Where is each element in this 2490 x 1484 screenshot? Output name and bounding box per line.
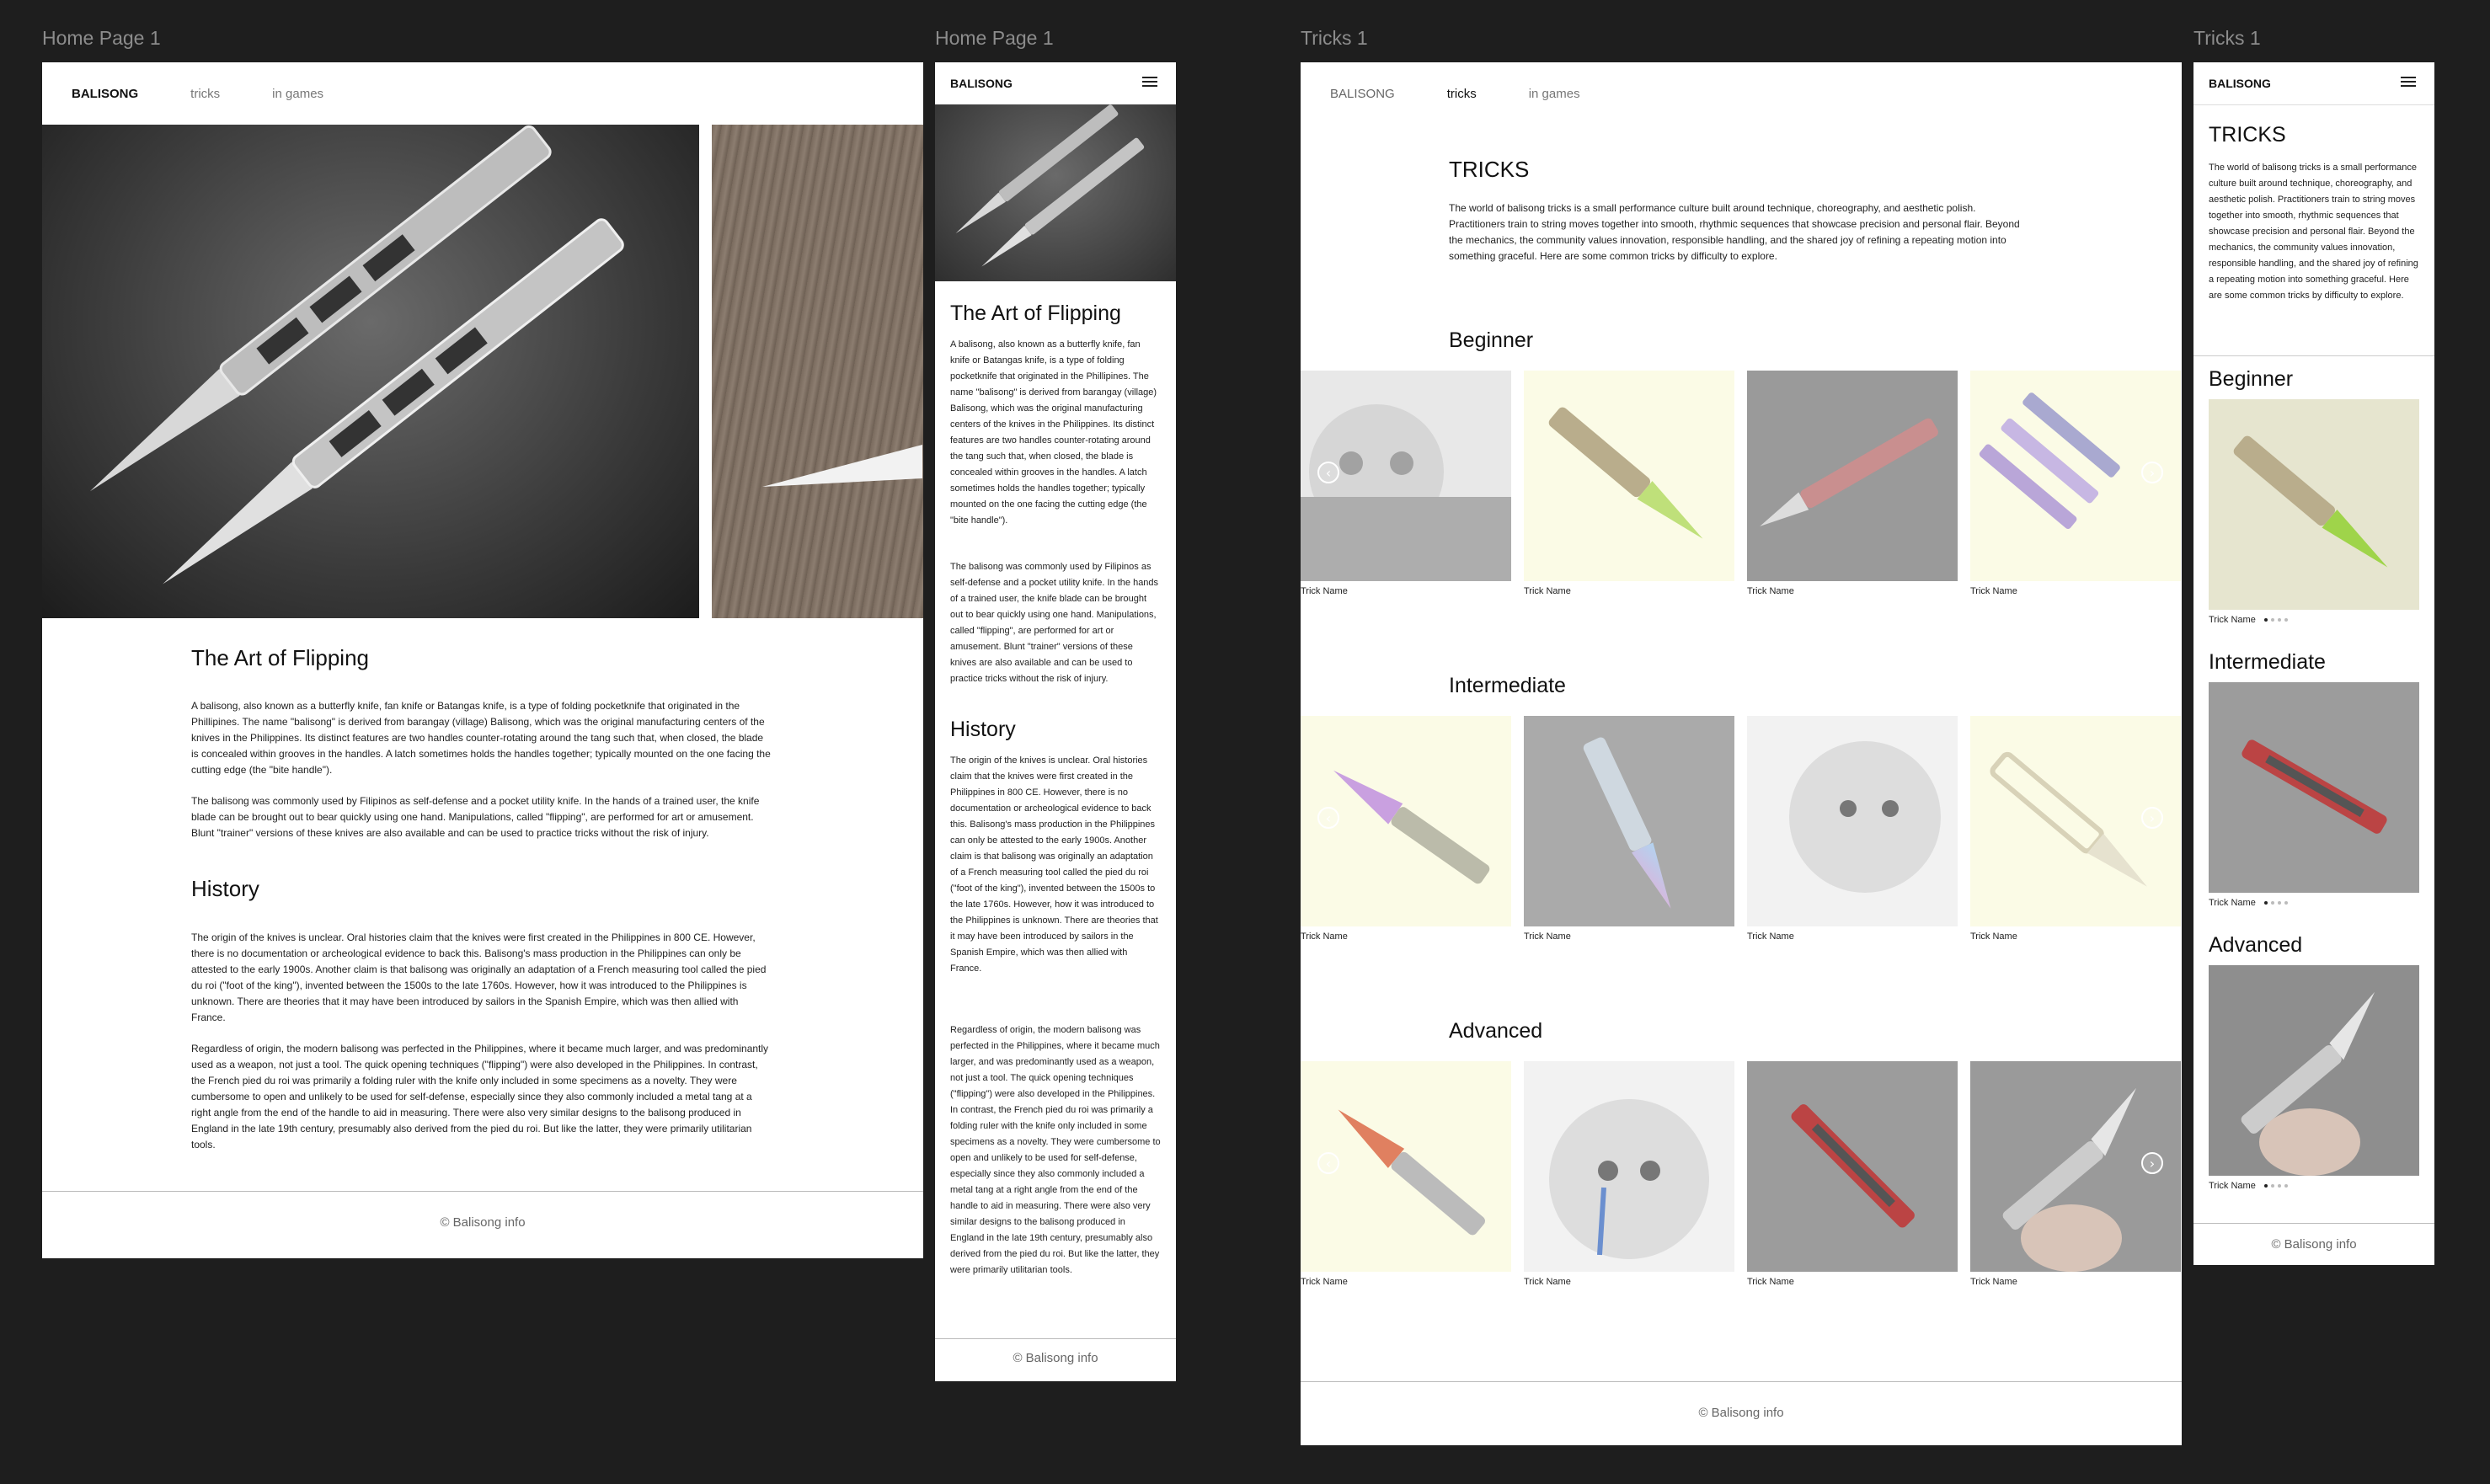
mobile-top-nav [2193,62,2434,105]
trick-image [1747,1061,1958,1272]
trick-name: Trick Name [1747,932,1794,942]
nav-brand[interactable]: BALISONG [2209,77,2271,90]
trick-card[interactable] [2209,399,2419,625]
carousel-pagination-dots[interactable] [2264,1181,2291,1191]
trick-card[interactable] [1970,1061,2181,1287]
home-desktop-frame [42,62,923,1258]
trick-card[interactable] [2209,965,2419,1191]
trick-card[interactable] [2209,682,2419,908]
trick-name: Trick Name [1747,586,1794,596]
footer [2193,1223,2434,1252]
mobile-hero-image [935,104,1176,281]
frame-label-tricks-desktop: Tricks 1 [1301,27,1368,49]
tricks-intro: The world of balisong tricks is a small performance culture built around technique, choreography, and aesthetic polish. Practitioners train to string moves together into smooth, rhythmic sequences that showcase precision and personal flair. Beyond the mechanics, the community values innovation, responsible handling, and the shared joy of refining a repeating motion into something graceful. Here are some common tricks by difficulty to explore. [2209,163,2418,301]
nav-in-games-link[interactable]: in games [1528,86,1580,101]
trick-card[interactable] [1524,371,1734,596]
hero-image-knives [42,125,699,618]
tricks-title: TRICKS [2209,123,2286,147]
carousel-pagination-dots[interactable] [2264,898,2291,908]
history-heading: History [191,876,259,901]
trick-image [2209,399,2419,610]
knife-on-wood-illustration [712,125,923,618]
carousel-pagination-dots[interactable] [2264,615,2291,625]
beginner-heading: Beginner [2209,367,2294,391]
trick-name: Trick Name [2209,898,2419,908]
hero-image-wood [712,125,923,618]
frame-label-home-desktop: Home Page 1 [42,27,161,49]
top-nav [1301,62,2182,125]
footer-text: © Balisong info [2271,1237,2357,1252]
balisong-knives-illustration [42,125,699,618]
advanced-heading: Advanced [1449,1019,1543,1043]
trick-name: Trick Name [1970,1277,2017,1287]
trick-card[interactable] [1747,716,1958,942]
trick-card[interactable] [1747,371,1958,596]
trick-name: Trick Name [1524,932,1571,942]
history-paragraph-1: The origin of the knives is unclear. Oral histories claim that the knives were first created in the Philippines in 800 CE. However, there is no documentation or archeological evidence to back this. Balisong's mass production in the Philippines can only be attested to the early 1900s. Another claim is that balisong was originally an adaptation of a French measuring tool called the pied du roi ("foot of the king"), invented between the 1500s to the late 1760s. However, how it was introduced to the Philippines is unknown. There are theories that it may have been introduced by sailors in the Spanish Empire, which was then allied with France. [191,932,767,1023]
article-paragraph-1: A balisong, also known as a butterfly knife, fan knife or Batangas knife, is a type of folding pocketknife that originated in the Phillipines. The name "balisong" is derived from barangay (village) Balisong, which was the original manufacturing centers of the knives in the Philippines. Its distinct features are two handles counter-rotating around the tang such that, when closed, the blade is concealed within grooves in the handles. A latch sometimes holds the handles together; typically mounted on the one facing the cutting edge (the "bite handle"). [950,339,1157,526]
nav-brand[interactable]: BALISONG [1330,86,1395,101]
mobile-top-nav [935,62,1176,105]
footer-text: © Balisong info [1013,1351,1098,1365]
tricks-desktop-frame [1301,62,2182,1445]
footer-text: © Balisong info [1698,1406,1784,1420]
history-paragraph-2: Regardless of origin, the modern balisong was perfected in the Philippines, where it became much larger, and was predominantly used as a weapon, not just a tool. The quick opening techniques ("flipping") were also developed in the Philippines. In contrast, the French pied du roi was primarily a folding ruler with the knife only included in some specimens as a novelty. They were cumbersome to open and unlikely to be used for self-defense, especially since they also commonly included a metal tang at a right angle from the end of the handle to aid in measuring. There were also very similar designs to the balisong produced in England in the late 19th century, presumably also derived from the pied du roi. But like the latter, they were primarily utilitarian tools. [191,1043,769,1150]
frame-label-tricks-mobile: Tricks 1 [2193,27,2261,49]
frame-label-home-mobile: Home Page 1 [935,27,1054,49]
footer [1301,1381,2182,1420]
trick-image [1524,716,1734,926]
footer-text: © Balisong info [440,1215,526,1230]
trick-name: Trick Name [1970,932,2017,942]
history-paragraph-1: The origin of the knives is unclear. Oral histories claim that the knives were first created in the Philippines in 800 CE. However, there is no documentation or archeological evidence to back this. Balisong's mass production in the Philippines can only be attested to the early 1900s. Another claim is that balisong was originally an adaptation of a French measuring tool called the pied du roi ("foot of the king"), invented between the 1500s to the late 1760s. However, how it was introduced to the Philippines is unknown. There are theories that it may have been introduced by sailors in the Spanish Empire, which was then allied with France. [950,755,1158,974]
trick-name: Trick Name [1524,1277,1571,1287]
tricks-intro: The world of balisong tricks is a small performance culture built around technique, choreography, and aesthetic polish. Practitioners train to string moves together into smooth, rhythmic sequences that showcase precision and personal flair. Beyond the mechanics, the community values innovation, responsible handling, and the shared joy of refining a repeating motion into something graceful. Here are some common tricks by difficulty to explore. [1449,202,2020,262]
trick-name: Trick Name [1970,586,2017,596]
trick-name: Trick Name [1301,1277,1348,1287]
trick-name: Trick Name [2209,615,2419,625]
trick-card[interactable] [1524,1061,1734,1287]
trick-card[interactable] [1301,371,1511,596]
trick-name: Trick Name [1301,932,1348,942]
trick-card[interactable] [1524,716,1734,942]
tricks-title: TRICKS [1449,157,1530,182]
trick-card[interactable] [1301,716,1511,942]
article-paragraph-2: The balisong was commonly used by Filipinos as self-defense and a pocket utility knife. In the hands of a trained user, the knife blade can be brought out to bear quickly using one hand. Manipulations, called "flipping", are performed for art or amusement. Blunt "trainer" versions of these knives are also available and can be used to practice tricks without the risk of injury. [950,562,1159,684]
trick-image [2209,682,2419,893]
trick-image [2209,965,2419,1176]
nav-in-games-link[interactable]: in games [272,86,324,101]
carousel-next-button[interactable]: › [2141,807,2163,829]
footer [935,1338,1176,1365]
carousel-prev-button[interactable]: ‹ [1317,462,1339,483]
history-heading: History [950,718,1016,741]
nav-brand[interactable]: BALISONG [950,77,1013,90]
intermediate-heading: Intermediate [1449,674,1566,697]
top-nav [42,62,923,125]
carousel-next-button[interactable]: › [2141,1152,2163,1174]
trick-card[interactable] [1301,1061,1511,1287]
nav-tricks-link[interactable]: tricks [1446,86,1477,101]
divider [2193,355,2434,356]
trick-name: Trick Name [1747,1277,1794,1287]
carousel-next-button[interactable]: › [2141,462,2163,483]
article-paragraph-2: The balisong was commonly used by Filipinos as self-defense and a pocket utility knife. In the hands of a trained user, the knife blade can be brought out to bear quickly using one hand. Manipulations, called "flipping", are performed for art or amusement. Blunt "trainer" versions of these knives are also available and can be used to practice tricks without the risk of injury. [191,795,760,839]
article-paragraph-1: A balisong, also known as a butterfly knife, fan knife or Batangas knife, is a type of folding pocketknife that originated in the Phillipines. The name "balisong" is derived from barangay (village) Balisong, which was the original manufacturing centers of the knives in the Philippines. Its distinct features are two handles counter-rotating around the tang such that, when closed, the blade is concealed within grooves in the handles. A latch sometimes holds the handles together; typically mounted on the one facing the cutting edge (the "bite handle"). [191,700,771,776]
hamburger-menu-icon[interactable] [1142,77,1157,89]
trick-card[interactable] [1970,716,2181,942]
trick-name: Trick Name [1524,586,1571,596]
trick-image [1524,371,1734,581]
footer [42,1191,923,1230]
history-paragraph-2: Regardless of origin, the modern balisong was perfected in the Philippines, where it became much larger, and was predominantly used as a weapon, not just a tool. The quick opening techniques ("flipping") were also developed in the Philippines. In contrast, the French pied du roi was primarily a folding ruler with the knife only included in some specimens as a novelty. They were cumbersome to open and unlikely to be used for self-defense, especially since they also commonly included a metal tang at a right angle from the end of the handle to aid in measuring. There were also very similar designs to the balisong produced in England in the late 19th century, presumably also derived from the pied du roi. But like the latter, they were primarily utilitarian tools. [950,1025,1161,1275]
home-mobile-frame [935,62,1176,1381]
article-title: The Art of Flipping [191,645,369,670]
trick-image [1524,1061,1734,1272]
article-title: The Art of Flipping [950,302,1121,325]
hamburger-menu-icon[interactable] [2401,77,2416,89]
trick-name: Trick Name [2209,1181,2419,1191]
trick-card[interactable] [1970,371,2181,596]
nav-brand[interactable]: BALISONG [72,86,139,101]
balisong-knives-illustration [935,104,1176,281]
advanced-heading: Advanced [2209,933,2303,957]
trick-image [1747,716,1958,926]
trick-card[interactable] [1747,1061,1958,1287]
nav-tricks-link[interactable]: tricks [190,86,221,101]
carousel-prev-button[interactable]: ‹ [1317,1152,1339,1174]
trick-image [1747,371,1958,581]
tricks-mobile-frame [2193,62,2434,1265]
beginner-heading: Beginner [1449,328,1534,352]
trick-name: Trick Name [1301,586,1348,596]
intermediate-heading: Intermediate [2209,650,2326,674]
carousel-prev-button[interactable]: ‹ [1317,807,1339,829]
